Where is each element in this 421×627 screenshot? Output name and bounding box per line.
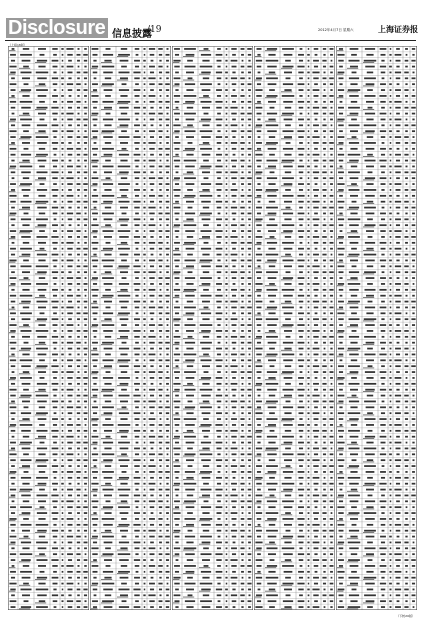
table-column-5 xyxy=(336,46,417,610)
table-grid-2 xyxy=(90,46,171,610)
table-grid-4 xyxy=(254,46,335,610)
continued-to-note: （下转20版） xyxy=(396,614,415,618)
table-grid-1 xyxy=(8,46,89,610)
continued-from-tag: （上接18版） xyxy=(8,43,27,47)
table-column-4 xyxy=(254,46,335,610)
table-column-3 xyxy=(172,46,253,610)
header-rule xyxy=(5,40,416,41)
page-header xyxy=(0,0,421,42)
section-title: 信息披露 xyxy=(112,29,152,40)
table-grid-3 xyxy=(172,46,253,610)
disclosure-brand: Disclosure xyxy=(6,18,108,38)
table-grid-5 xyxy=(336,46,417,610)
issue-date: 2012年4月7日 星期六 xyxy=(318,28,354,32)
newspaper-name: 上海证券报 xyxy=(378,24,418,34)
table-column-1 xyxy=(8,46,89,610)
table-column-2 xyxy=(90,46,171,610)
page-number: /19 xyxy=(147,25,162,35)
